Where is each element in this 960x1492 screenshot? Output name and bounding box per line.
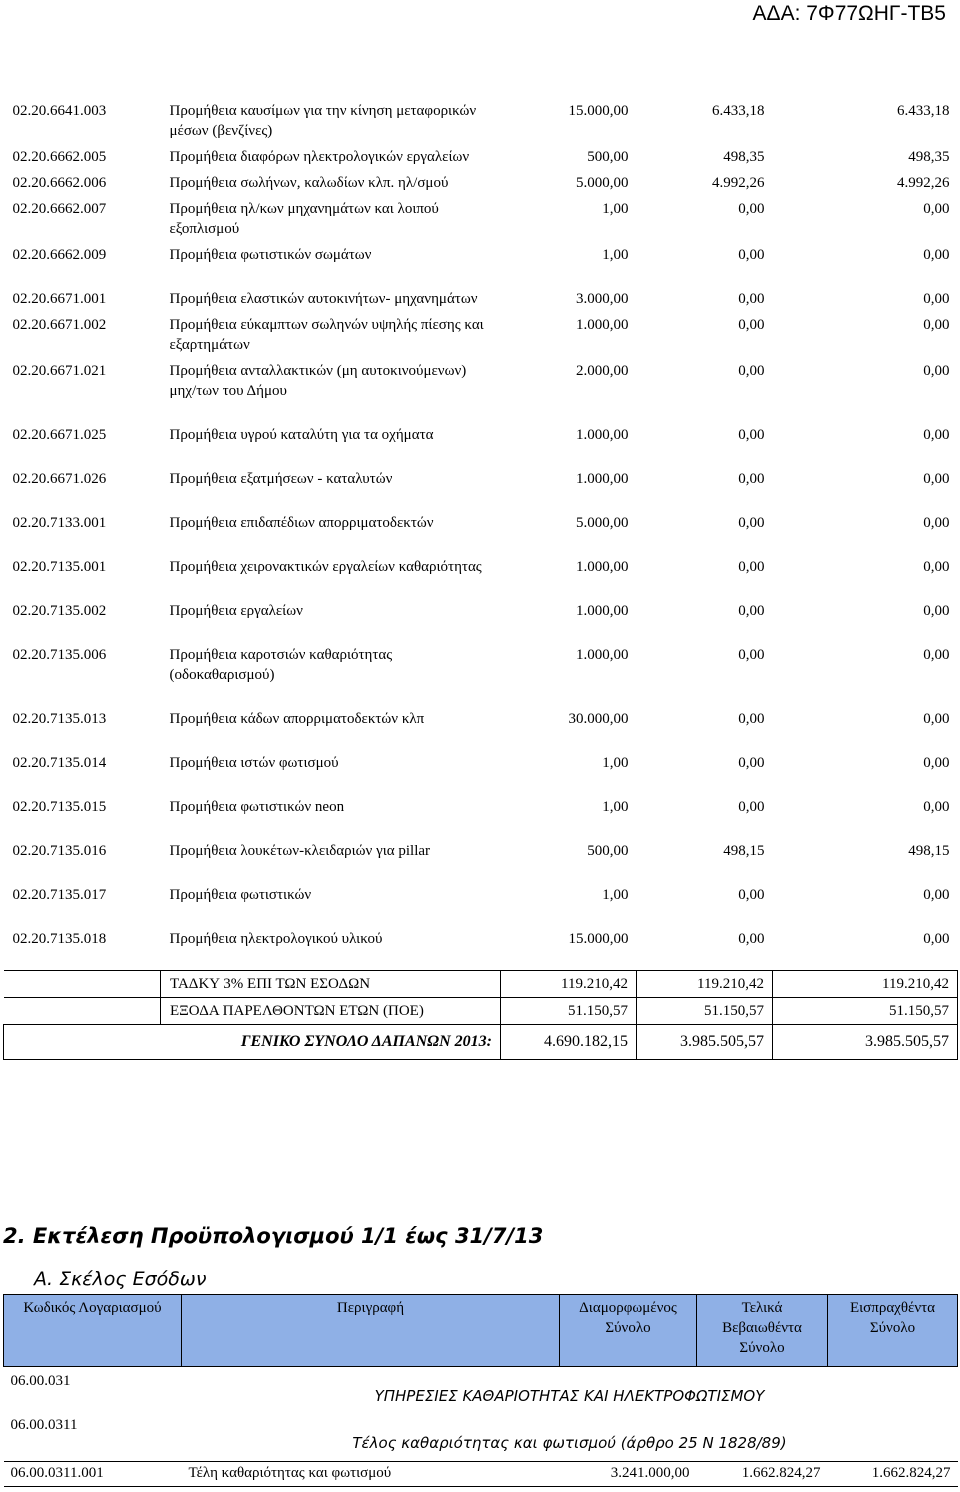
amount-formed: 1,00 (602, 799, 629, 815)
expense-row (4, 144, 958, 170)
summary-row (4, 971, 958, 998)
spacer-cell (4, 404, 958, 422)
amount-collected: 0,00 (923, 799, 950, 815)
amount-formed: 5.000,00 (576, 515, 629, 531)
revenue-group-row (4, 1367, 958, 1414)
summary-formed: 51.150,57 (501, 998, 637, 1025)
summary-certified: 51.150,57 (637, 998, 773, 1025)
group-description: ΥΠΗΡΕΣΙΕΣ ΚΑΘΑΡΙΟΤΗΤΑΣ ΚΑΙ ΗΛΕΚΤΡΟΦΩΤΙΣΜΟΥ (374, 1387, 765, 1405)
amount-certified: 0,00 (738, 471, 765, 487)
expense-row (4, 312, 958, 358)
row-certified: 1.662.824,27 (697, 1462, 828, 1487)
expense-row (4, 98, 958, 144)
description: Προμήθεια υγρού καταλύτη για τα οχήματα (169, 427, 434, 443)
spacer-cell (4, 776, 958, 794)
amount-certified: 0,00 (738, 247, 765, 263)
amount-certified: 498,15 (723, 843, 765, 859)
amount-certified: 0,00 (738, 755, 765, 771)
section-subheading: Α. Σκέλος Εσόδων (34, 1268, 207, 1290)
amount-formed: 1,00 (602, 887, 629, 903)
grand-total-certified: 3.985.505,57 (637, 1025, 773, 1060)
expense-row (4, 794, 958, 820)
expense-row (4, 554, 958, 580)
description: Προμήθεια καροτσιών καθαριότητας (οδοκαθαρισμού) (169, 647, 393, 683)
account-code: 02.20.6671.026 (12, 471, 107, 487)
amount-formed: 1.000,00 (576, 317, 629, 333)
description: Προμήθεια επιδαπέδιων απορριματοδεκτών (169, 515, 434, 531)
amount-collected: 0,00 (923, 363, 950, 379)
spacer-cell (4, 864, 958, 882)
amount-certified: 0,00 (738, 201, 765, 217)
description: Προμήθεια ανταλλακτικών (μη αυτοκινούμενων) μηχ/των του Δήμου (169, 363, 467, 399)
spacer-cell (4, 624, 958, 642)
description: Προμήθεια φωτιστικών neon (169, 799, 345, 815)
group-code: 06.00.031 (10, 1373, 71, 1389)
expense-row (4, 466, 958, 492)
expenses-table (3, 98, 958, 1060)
summary-row (4, 998, 958, 1025)
amount-certified: 0,00 (738, 363, 765, 379)
description: Προμήθεια χειρονακτικών εργαλείων καθαριότητας (169, 559, 482, 575)
amount-certified: 0,00 (738, 291, 765, 307)
spacer-cell (4, 536, 958, 554)
amount-collected: 0,00 (923, 603, 950, 619)
amount-certified: 0,00 (738, 799, 765, 815)
spacer-cell (4, 688, 958, 706)
account-code: 02.20.7135.001 (12, 559, 107, 575)
account-code: 02.20.6671.001 (12, 291, 107, 307)
amount-certified: 0,00 (738, 515, 765, 531)
account-code: 02.20.6662.007 (12, 201, 107, 217)
amount-collected: 0,00 (923, 291, 950, 307)
account-code: 02.20.6671.025 (12, 427, 107, 443)
description: Προμήθεια καυσίμων για την κίνηση μεταφορικών μέσων (βενζίνες) (169, 103, 477, 139)
summary-formed: 119.210,42 (501, 971, 637, 998)
row-spacer (4, 624, 958, 642)
expense-row (4, 598, 958, 624)
amount-formed: 1.000,00 (576, 427, 629, 443)
grand-total-row (4, 1025, 958, 1060)
amount-collected: 498,15 (908, 843, 950, 859)
spacer-cell (4, 908, 958, 926)
grand-total-label: ΓΕΝΙΚΟ ΣΥΝΟΛΟ ΔΑΠΑΝΩΝ 2013: (4, 1025, 501, 1060)
row-spacer (4, 404, 958, 422)
row-spacer (4, 776, 958, 794)
row-collected: 1.662.824,27 (828, 1462, 958, 1487)
amount-formed: 1.000,00 (576, 471, 629, 487)
description: Προμήθεια λουκέτων-κλειδαριών για pillar (169, 843, 431, 859)
account-code: 02.20.6662.009 (12, 247, 107, 263)
expense-row (4, 358, 958, 404)
header-description: Περιγραφή (182, 1295, 560, 1367)
amount-formed: 5.000,00 (576, 175, 629, 191)
account-code: 02.20.7135.006 (12, 647, 107, 663)
amount-collected: 0,00 (923, 559, 950, 575)
description: Προμήθεια εύκαμπτων σωληνών υψηλής πίεσης και εξαρτημάτων (169, 317, 484, 353)
account-code: 02.20.7135.016 (12, 843, 107, 859)
row-spacer (4, 448, 958, 466)
amount-collected: 0,00 (923, 887, 950, 903)
ada-code: ΑΔΑ: 7Φ77ΩΗΓ-ΤΒ5 (752, 2, 946, 25)
amount-certified: 0,00 (738, 427, 765, 443)
empty-cell (4, 998, 161, 1025)
spacer-cell (4, 492, 958, 510)
summary-collected: 51.150,57 (773, 998, 958, 1025)
account-code: 02.20.6671.021 (12, 363, 107, 379)
revenue-table (3, 1294, 958, 1487)
revenue-row (4, 1462, 958, 1487)
amount-certified: 0,00 (738, 887, 765, 903)
spacer-cell (4, 448, 958, 466)
header-account-code: Κωδικός Λογαριασμού (4, 1295, 182, 1367)
revenue-group-row (4, 1414, 958, 1462)
expense-row (4, 242, 958, 268)
expense-row (4, 286, 958, 312)
amount-formed: 1,00 (602, 201, 629, 217)
spacer-cell (4, 580, 958, 598)
row-spacer (4, 536, 958, 554)
amount-collected: 0,00 (923, 931, 950, 947)
row-spacer (4, 864, 958, 882)
amount-collected: 0,00 (923, 755, 950, 771)
header-collected-total: Εισπραχθέντα Σύνολο (828, 1295, 958, 1367)
section-heading: 2. Εκτέλεση Προϋπολογισμού 1/1 έως 31/7/13 (3, 1224, 544, 1248)
expense-row (4, 196, 958, 242)
row-spacer (4, 268, 958, 286)
account-code: 02.20.6641.003 (12, 103, 107, 119)
amount-collected: 0,00 (923, 247, 950, 263)
expense-row (4, 882, 958, 908)
amount-collected: 4.992,26 (897, 175, 950, 191)
amount-certified: 6.433,18 (712, 103, 765, 119)
account-code: 02.20.7135.013 (12, 711, 107, 727)
row-spacer (4, 732, 958, 750)
account-code: 02.20.7135.018 (12, 931, 107, 947)
row-code: 06.00.0311.001 (4, 1462, 182, 1487)
summary-label: ΕΞΟΔΑ ΠΑΡΕΛΘΟΝΤΩΝ ΕΤΩΝ (ΠΟΕ) (161, 998, 501, 1025)
amount-formed: 30.000,00 (568, 711, 629, 727)
spacer-cell (4, 732, 958, 750)
spacer-cell (4, 820, 958, 838)
description: Προμήθεια κάδων απορριματοδεκτών κλπ (169, 711, 425, 727)
revenue-header-row (4, 1295, 958, 1367)
amount-formed: 1.000,00 (576, 647, 629, 663)
expense-row (4, 750, 958, 776)
amount-collected: 0,00 (923, 427, 950, 443)
account-code: 02.20.7135.015 (12, 799, 107, 815)
expense-row (4, 510, 958, 536)
account-code: 02.20.7133.001 (12, 515, 107, 531)
amount-collected: 0,00 (923, 515, 950, 531)
amount-formed: 2.000,00 (576, 363, 629, 379)
account-code: 02.20.6671.002 (12, 317, 107, 333)
account-code: 02.20.7135.017 (12, 887, 107, 903)
row-spacer (4, 908, 958, 926)
amount-certified: 0,00 (738, 603, 765, 619)
description: Προμήθεια ηλ/κων μηχανημάτων και λοιπού εξοπλισμού (169, 201, 439, 237)
group-description: Τέλος καθαριότητας και φωτισμού (άρθρο 25 Ν 1828/89) (352, 1433, 787, 1452)
expense-row (4, 706, 958, 732)
description: Προμήθεια διαφόρων ηλεκτρολογικών εργαλείων (169, 149, 470, 165)
amount-certified: 0,00 (738, 317, 765, 333)
amount-certified: 498,35 (723, 149, 765, 165)
amount-formed: 500,00 (587, 843, 629, 859)
description: Προμήθεια ιστών φωτισμού (169, 755, 339, 771)
description: Προμήθεια εργαλείων (169, 603, 303, 619)
account-code: 02.20.7135.014 (12, 755, 107, 771)
summary-label: ΤΑΔΚΥ 3% ΕΠΙ ΤΩΝ ΕΣΟΔΩΝ (161, 971, 501, 998)
row-spacer (4, 492, 958, 510)
row-spacer (4, 952, 958, 971)
row-spacer (4, 580, 958, 598)
description: Προμήθεια φωτιστικών (169, 887, 312, 903)
amount-formed: 1.000,00 (576, 603, 629, 619)
account-code: 02.20.6662.005 (12, 149, 107, 165)
description: Προμήθεια εξατμήσεων - καταλυτών (169, 471, 393, 487)
account-code: 02.20.6662.006 (12, 175, 107, 191)
amount-certified: 0,00 (738, 647, 765, 663)
amount-formed: 1.000,00 (576, 559, 629, 575)
expense-row (4, 926, 958, 952)
amount-collected: 0,00 (923, 471, 950, 487)
spacer-cell (4, 952, 958, 971)
summary-certified: 119.210,42 (637, 971, 773, 998)
amount-collected: 0,00 (923, 317, 950, 333)
row-spacer (4, 820, 958, 838)
spacer-cell (4, 268, 958, 286)
expense-row (4, 170, 958, 196)
amount-formed: 15.000,00 (568, 103, 629, 119)
description: Προμήθεια ηλεκτρολογικού υλικού (169, 931, 383, 947)
header-formed-total: Διαμορφωμένος Σύνολο (560, 1295, 697, 1367)
amount-certified: 0,00 (738, 559, 765, 575)
expense-row (4, 838, 958, 864)
amount-formed: 1,00 (602, 247, 629, 263)
expense-row (4, 422, 958, 448)
amount-formed: 3.000,00 (576, 291, 629, 307)
row-description: Τέλη καθαριότητας και φωτισμού (182, 1462, 560, 1487)
account-code: 02.20.7135.002 (12, 603, 107, 619)
amount-certified: 0,00 (738, 711, 765, 727)
description: Προμήθεια φωτιστικών σωμάτων (169, 247, 372, 263)
amount-certified: 0,00 (738, 931, 765, 947)
row-formed: 3.241.000,00 (560, 1462, 697, 1487)
expense-row (4, 642, 958, 688)
description: Προμήθεια ελαστικών αυτοκινήτων- μηχανημάτων (169, 291, 478, 307)
amount-formed: 15.000,00 (568, 931, 629, 947)
amount-collected: 498,35 (908, 149, 950, 165)
description: Προμήθεια σωλήνων, καλωδίων κλπ. ηλ/σμού (169, 175, 449, 191)
amount-collected: 6.433,18 (897, 103, 950, 119)
row-spacer (4, 688, 958, 706)
amount-collected: 0,00 (923, 201, 950, 217)
amount-certified: 4.992,26 (712, 175, 765, 191)
amount-formed: 1,00 (602, 755, 629, 771)
summary-collected: 119.210,42 (773, 971, 958, 998)
header-certified-total: Τελικά Βεβαιωθέντα Σύνολο (697, 1295, 828, 1367)
amount-formed: 500,00 (587, 149, 629, 165)
empty-cell (4, 971, 161, 998)
grand-total-formed: 4.690.182,15 (501, 1025, 637, 1060)
amount-collected: 0,00 (923, 647, 950, 663)
grand-total-collected: 3.985.505,57 (773, 1025, 958, 1060)
amount-collected: 0,00 (923, 711, 950, 727)
group-code: 06.00.0311 (10, 1416, 78, 1433)
